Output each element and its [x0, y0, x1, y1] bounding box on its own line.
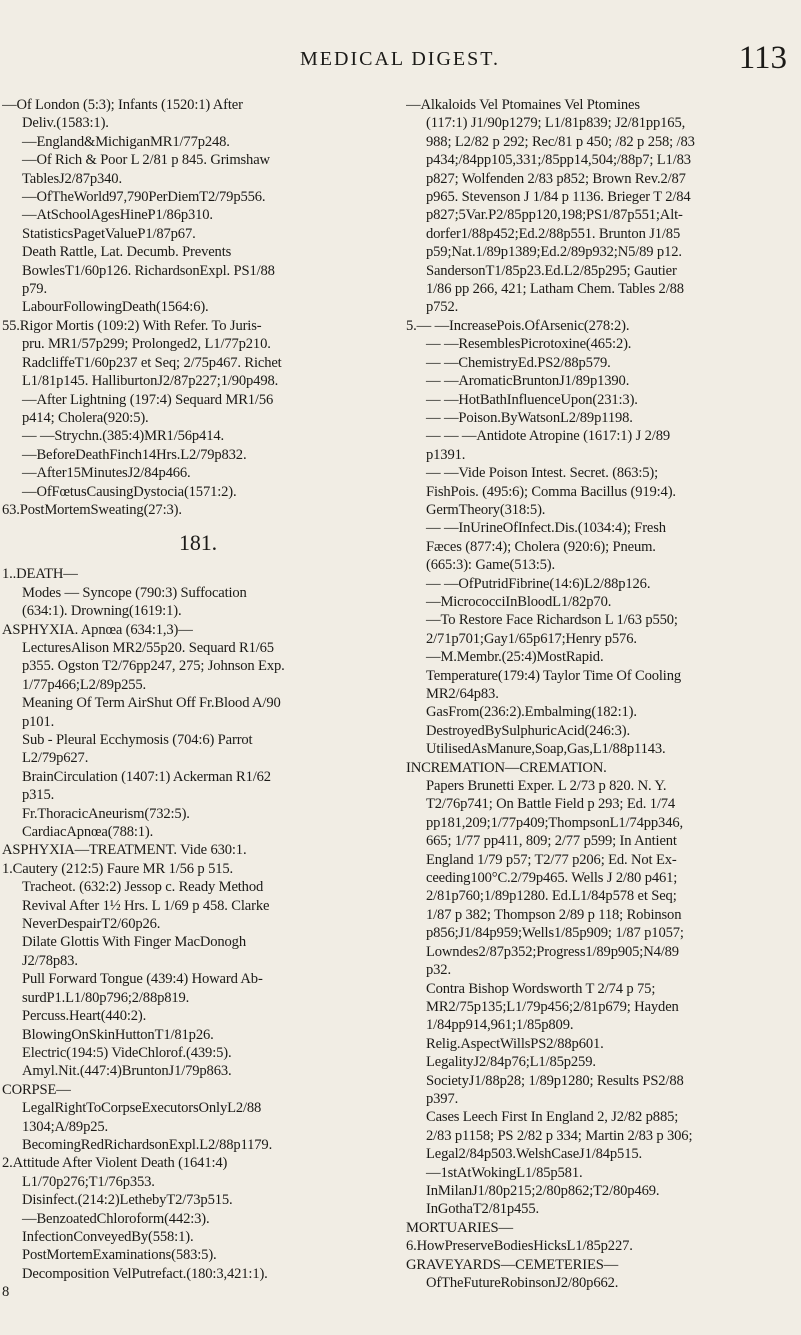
index-entry-line: 1/84pp914,961;1/85p809.	[426, 1017, 574, 1034]
index-entry-line: Fr.ThoracicAneurism(732:5).	[22, 805, 190, 822]
index-entry-line: — —OfPutridFibrine(14:6)L2/88p126.	[426, 575, 651, 592]
index-entry-line: —1stAtWokingL1/85p581.	[426, 1164, 583, 1181]
index-entry-line: InMilanJ1/80p215;2/80p862;T2/80p469.	[426, 1182, 660, 1199]
index-entry-line: J2/78p83.	[22, 952, 78, 969]
index-entry-line: Papers Brunetti Exper. L 2/73 p 820. N. Y.	[426, 778, 667, 795]
index-entry-line: p79.	[22, 281, 47, 298]
index-entry-line: p965. Stevenson J 1/84 p 1136. Brieger T 2/84	[426, 189, 691, 206]
index-entry-line: RadcliffeT1/60p237 et Seq; 2/75p467. Richet	[22, 354, 282, 371]
index-entry-line: INCREMATION—CREMATION.	[406, 759, 607, 776]
index-entry-line: InfectionConveyedBy(558:1).	[22, 1228, 194, 1245]
index-entry-line: — —Strychn.(385:4)MR1/56p414.	[22, 428, 224, 445]
index-entry-line: L2/79p627.	[22, 750, 89, 767]
index-entry-line: p827; Wolfenden 2/83 p852; Brown Rev.2/87	[426, 170, 686, 187]
index-entry-line: LegalRightToCorpseExecutorsOnlyL2/88	[22, 1100, 262, 1117]
index-entry-line: CardiacApnœa(788:1).	[22, 824, 154, 841]
index-entry-line: 988; L2/82 p 292; Rec/81 p 450; /82 p 258; /83	[426, 133, 695, 150]
index-entry-line: PostMortemExaminations(583:5).	[22, 1247, 217, 1264]
index-entry-line: CORPSE—	[2, 1081, 71, 1098]
index-entry-line: (634:1). Drowning(1619:1).	[22, 603, 182, 620]
section-number: 181.	[179, 530, 217, 556]
index-entry-line: —After Lightning (197:4) Sequard MR1/56	[22, 391, 274, 408]
index-entry-line: dorfer1/88p452;Ed.2/88p551. Brunton J1/85	[426, 225, 681, 242]
index-entry-line: ASPHYXIA. Apnœa (634:1,3)—	[2, 621, 193, 638]
index-entry-line: (117:1) J1/90p1279; L1/81p839; J2/81pp165,	[426, 115, 686, 132]
index-entry-line: InGothaT2/81p455.	[426, 1201, 539, 1218]
index-entry-line: Amyl.Nit.(447:4)BruntonJ1/79p863.	[22, 1063, 232, 1080]
index-entry-line: StatisticsPagetValueP1/87p67.	[22, 225, 196, 242]
index-entry-line: OfTheFutureRobinsonJ2/80p662.	[426, 1275, 619, 1291]
index-entry-line: 6.HowPreserveBodiesHicksL1/85p227.	[406, 1238, 633, 1255]
index-entry-line: p59;Nat.1/89p1389;Ed.2/89p932;N5/89 p12.	[426, 244, 682, 261]
index-entry-line: — —ChemistryEd.PS2/88p579.	[426, 354, 611, 371]
index-entry-line: Deliv.(1583:1).	[22, 115, 109, 132]
index-entry-line: p827;5Var.P2/85pp120,198;PS1/87p551;Alt-	[426, 207, 683, 224]
index-entry-line: MORTUARIES—	[406, 1219, 513, 1236]
page-title: MEDICAL DIGEST.	[300, 48, 500, 70]
index-entry-line: —Of Rich & Poor L 2/81 p 845. Grimshaw	[22, 152, 270, 169]
index-entry-line: 5.— —IncreasePois.OfArsenic(278:2).	[406, 317, 630, 334]
index-entry-line: p101.	[22, 713, 55, 730]
index-entry-line: — — —Antidote Atropine (1617:1) J 2/89	[426, 428, 670, 445]
index-entry-line: Relig.AspectWillsPS2/88p601.	[426, 1035, 604, 1052]
index-entry-line: Percuss.Heart(440:2).	[22, 1008, 147, 1025]
left-column	[2, 96, 394, 1302]
index-entry-line: p32.	[426, 962, 451, 979]
index-entry-line: Lowndes2/87p352;Progress1/89p905;N4/89	[426, 943, 679, 960]
index-entry-line: —BeforeDeathFinch14Hrs.L2/79p832.	[22, 446, 247, 463]
index-entry-line: Temperature(179:4) Taylor Time Of Cooling	[426, 667, 681, 684]
index-entry-line: — —ResemblesPicrotoxine(465:2).	[426, 336, 632, 353]
index-entry-line: Cases Leech First In England 2, J2/82 p885;	[426, 1109, 679, 1126]
index-entry-line: —BenzoatedChloroform(442:3).	[22, 1210, 210, 1227]
index-entry-line: p355. Ogston T2/76pp247, 275; Johnson Exp.	[22, 658, 285, 675]
index-entry-line: 63.PostMortemSweating(27:3).	[2, 501, 182, 518]
index-entry-line: SandersonT1/85p23.Ed.L2/85p295; Gautier	[426, 262, 677, 279]
index-entry-line: 1/87 p 382; Thompson 2/89 p 118; Robinson	[426, 906, 682, 923]
index-entry-line: GasFrom(236:2).Embalming(182:1).	[426, 704, 637, 721]
index-entry-line: Disinfect.(214:2)LethebyT2/73p515.	[22, 1192, 233, 1209]
index-entry-line: Modes — Syncope (790:3) Suffocation	[22, 584, 247, 601]
index-entry-line: —Alkaloids Vel Ptomaines Vel Ptomines	[406, 97, 640, 113]
index-entry-line: p315.	[22, 787, 55, 804]
index-entry-line: 1.Cautery (212:5) Faure MR 1/56 p 515.	[2, 860, 234, 877]
index-entry-line: —M.Membr.(25:4)MostRapid.	[426, 649, 604, 666]
index-entry-line: Pull Forward Tongue (439:4) Howard Ab-	[22, 971, 263, 988]
index-entry-line: Electric(194:5) VideChlorof.(439:5).	[22, 1044, 232, 1061]
index-entry-line: surdP1.L1/80p796;2/88p819.	[22, 989, 190, 1006]
index-entry-line: TablesJ2/87p340.	[22, 170, 122, 187]
index-entry-line: p1391.	[426, 446, 466, 463]
index-entry-line: — —AromaticBruntonJ1/89p1390.	[426, 373, 630, 390]
page-number: 113	[738, 40, 787, 76]
index-entry-line: —England&MichiganMR1/77p248.	[22, 133, 230, 150]
index-entry-line: —OfFœtusCausingDystocia(1571:2).	[22, 483, 237, 500]
index-entry-line: — —Vide Poison Intest. Secret. (863:5);	[426, 465, 659, 482]
running-head	[0, 26, 801, 76]
index-entry-line: — —HotBathInfluenceUpon(231:3).	[426, 391, 638, 408]
index-entry-line: —To Restore Face Richardson L 1/63 p550;	[426, 612, 678, 629]
index-entry-line: — —Poison.ByWatsonL2/89p1198.	[426, 409, 633, 426]
index-entry-line: BlowingOnSkinHuttonT1/81p26.	[22, 1026, 214, 1043]
index-entry-line: Legal2/84p503.WelshCaseJ1/84p515.	[426, 1146, 642, 1163]
index-entry-line: LabourFollowingDeath(1564:6).	[22, 299, 209, 316]
index-entry-line: 1/86 pp 266, 421; Latham Chem. Tables 2/88	[426, 281, 684, 298]
index-entry-line: — —InUrineOfInfect.Dis.(1034:4); Fresh	[426, 520, 666, 537]
index-entry-line: England 1/79 p57; T2/77 p206; Ed. Not Ex-	[426, 851, 677, 868]
index-entry-line: 8	[2, 1284, 10, 1301]
index-entry-line: —AtSchoolAgesHineP1/86p310.	[22, 207, 213, 224]
index-entry-line: Decomposition VelPutrefact.(180:3,421:1).	[22, 1265, 268, 1282]
index-entry-line: GRAVEYARDS—CEMETERIES—	[406, 1256, 619, 1273]
index-entry-line: MR2/75p135;L1/79p456;2/81p679; Hayden	[426, 998, 679, 1015]
index-entry-line: 2/81p760;1/89p1280. Ed.L1/84p578 et Seq;	[426, 888, 677, 905]
index-entry-line: pru. MR1/57p299; Prolonged2, L1/77p210.	[22, 336, 271, 353]
index-entry-line: Fæces (877:4); Cholera (920:6); Pneum.	[426, 538, 656, 555]
index-entry-line: 665; 1/77 pp411, 809; 2/77 p599; In Antient	[426, 833, 677, 850]
index-entry-line: DestroyedBySulphuricAcid(246:3).	[426, 722, 630, 739]
index-entry-line: FishPois. (495:6); Comma Bacillus (919:4).	[426, 483, 676, 500]
index-entry-line: 2.Attitude After Violent Death (1641:4)	[2, 1155, 228, 1172]
right-column	[406, 96, 798, 1292]
index-entry-line: ASPHYXIA—TREATMENT. Vide 630:1.	[2, 842, 247, 859]
index-entry-line: Meaning Of Term AirShut Off Fr.Blood A/90	[22, 695, 281, 712]
index-entry-line: Revival After 1½ Hrs. L 1/69 p 458. Clarke	[22, 897, 270, 914]
index-entry-line: Contra Bishop Wordsworth T 2/74 p 75;	[426, 980, 656, 997]
index-entry-line: BrainCirculation (1407:1) Ackerman R1/62	[22, 768, 271, 785]
index-entry-line: LecturesAlison MR2/55p20. Sequard R1/65	[22, 639, 274, 656]
index-entry-line: p414; Cholera(920:5).	[22, 409, 149, 426]
index-entry-line: GermTheory(318:5).	[426, 501, 546, 518]
index-entry-line: p397.	[426, 1090, 459, 1107]
index-entry-line: (665:3): Game(513:5).	[426, 557, 555, 574]
index-entry-line: 1/77p466;L2/89p255.	[22, 676, 147, 693]
index-entry-line: MR2/64p83.	[426, 686, 499, 702]
index-entry-line: BowlesT1/60p126. RichardsonExpl. PS1/88	[22, 262, 275, 279]
index-entry-line: 1..DEATH—	[2, 566, 78, 583]
index-entry-line: ceeding100°C.2/79p465. Wells J 2/80 p461;	[426, 870, 678, 887]
index-entry-line: NeverDespairT2/60p26.	[22, 916, 161, 933]
index-entry-line: T2/76p741; On Battle Field p 293; Ed. 1/74	[426, 796, 676, 813]
index-entry-line: p856;J1/84p959;Wells1/85p909; 1/87 p1057;	[426, 925, 684, 942]
index-entry-line: BecomingRedRichardsonExpl.L2/88p1179.	[22, 1136, 273, 1153]
index-entry-line: —After15MinutesJ2/84p466.	[22, 465, 191, 482]
index-entry-line: UtilisedAsManure,Soap,Gas,L1/88p1143.	[426, 741, 666, 758]
index-entry-line: —MicrococciInBloodL1/82p70.	[426, 593, 612, 610]
index-entry-line: —OfTheWorld97,790PerDiemT2/79p556.	[22, 189, 266, 206]
index-entry-line: SocietyJ1/88p28; 1/89p1280; Results PS2/88	[426, 1072, 684, 1089]
index-entry-line: L1/81p145. HalliburtonJ2/87p227;1/90p498.	[22, 373, 279, 390]
index-entry-line: pp181,209;1/77p409;ThompsonL1/74pp346,	[426, 814, 683, 831]
index-entry-line: 2/83 p1158; PS 2/82 p 334; Martin 2/83 p 306;	[426, 1127, 693, 1144]
index-entry-line: p752.	[426, 299, 459, 316]
index-entry-line: Death Rattle, Lat. Decumb. Prevents	[22, 244, 232, 261]
index-entry-line: L1/70p276;T1/76p353.	[22, 1173, 155, 1190]
index-entry-line: 55.Rigor Mortis (109:2) With Refer. To Juris-	[2, 317, 262, 334]
index-entry-line: Tracheot. (632:2) Jessop c. Ready Method	[22, 879, 264, 896]
index-entry-line: p434;/84pp105,331;/85pp14,504;/88p7; L1/83	[426, 152, 691, 169]
index-entry-line: Dilate Glottis With Finger MacDonogh	[22, 934, 246, 951]
index-entry-line: 1304;A/89p25.	[22, 1118, 109, 1135]
index-entry-line: —Of London (5:3); Infants (1520:1) After	[2, 97, 243, 113]
index-entry-line: LegalityJ2/84p76;L1/85p259.	[426, 1054, 596, 1071]
index-entry-line: 2/71p701;Gay1/65p617;Henry p576.	[426, 630, 637, 647]
index-entry-line: Sub - Pleural Ecchymosis (704:6) Parrot	[22, 732, 253, 748]
